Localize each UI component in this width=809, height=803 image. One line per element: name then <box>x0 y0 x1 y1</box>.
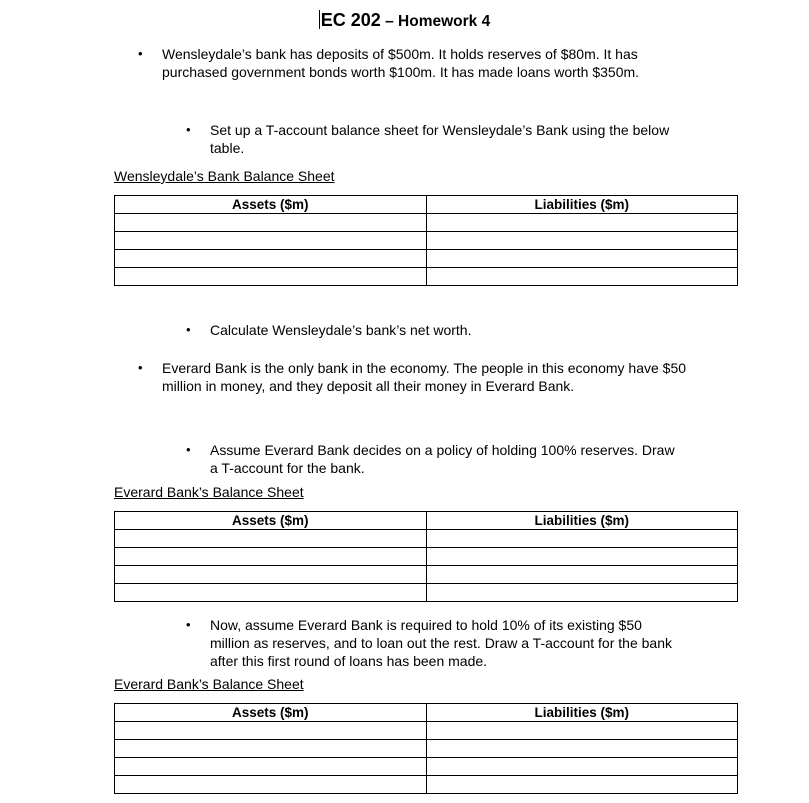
question-1-text: Wensleydale’s bank has deposits of $500m. It holds reserves of $80m. It has purchased government bonds worth $100m. It has made loans worth $350m. <box>162 46 640 80</box>
assets-cell[interactable] <box>115 548 427 566</box>
table-row <box>115 776 738 794</box>
table-header-row <box>115 196 738 214</box>
page-title <box>0 9 809 33</box>
liabilities-cell[interactable] <box>426 250 738 268</box>
table-row <box>115 268 738 286</box>
liabilities-cell[interactable] <box>426 268 738 286</box>
question-1a <box>0 121 809 161</box>
bullet: • <box>186 122 191 137</box>
question-1b <box>0 321 809 341</box>
table-row <box>115 566 738 584</box>
assets-cell[interactable] <box>115 250 427 268</box>
table-row <box>115 214 738 232</box>
liabilities-cell[interactable] <box>426 722 738 740</box>
t-account-table-1 <box>114 195 738 286</box>
table-row <box>115 548 738 566</box>
question-2b-text: Now, assume Everard Bank is required to hold 10% of its existing $50 million as reserves, and to loan out the rest. Draw a T-account for the bank after this first round of loans has been made. <box>210 617 672 669</box>
assets-cell[interactable] <box>115 566 427 584</box>
question-2a-text: Assume Everard Bank decides on a policy of holding 100% reserves. Draw a T-account for the bank. <box>210 442 675 476</box>
balance-sheet-caption-2: Everard Bank’s Balance Sheet <box>114 484 304 500</box>
liabilities-cell[interactable] <box>426 232 738 250</box>
liabilities-cell[interactable] <box>426 584 738 602</box>
bullet: • <box>186 322 191 337</box>
balance-sheet-caption-1: Wensleydale’s Bank Balance Sheet <box>114 168 335 184</box>
bullet: • <box>138 360 143 375</box>
assets-cell[interactable] <box>115 776 427 794</box>
liabilities-header: Liabilities ($m) <box>426 512 738 530</box>
assets-cell[interactable] <box>115 268 427 286</box>
assets-cell[interactable] <box>115 584 427 602</box>
bullet: • <box>138 46 143 61</box>
question-2 <box>0 359 809 399</box>
assets-cell[interactable] <box>115 530 427 548</box>
course-code: EC 202 <box>320 10 381 30</box>
liabilities-header: Liabilities ($m) <box>426 704 738 722</box>
table-header-row <box>115 512 738 530</box>
table-row <box>115 740 738 758</box>
bullet: • <box>186 442 191 457</box>
table-row <box>115 758 738 776</box>
assets-cell[interactable] <box>115 740 427 758</box>
liabilities-cell[interactable] <box>426 776 738 794</box>
table-row <box>115 584 738 602</box>
bullet: • <box>186 617 191 632</box>
assets-header: Assets ($m) <box>115 512 427 530</box>
assets-header: Assets ($m) <box>115 196 427 214</box>
assets-cell[interactable] <box>115 758 427 776</box>
liabilities-cell[interactable] <box>426 530 738 548</box>
table-row <box>115 250 738 268</box>
question-2b <box>0 616 809 672</box>
question-1b-text: Calculate Wensleydale’s bank’s net worth. <box>210 322 472 338</box>
balance-sheet-caption-3: Everard Bank’s Balance Sheet <box>114 676 304 692</box>
table-row <box>115 722 738 740</box>
liabilities-cell[interactable] <box>426 758 738 776</box>
liabilities-cell[interactable] <box>426 566 738 584</box>
assets-cell[interactable] <box>115 722 427 740</box>
liabilities-cell[interactable] <box>426 740 738 758</box>
liabilities-cell[interactable] <box>426 548 738 566</box>
t-account-table-3 <box>114 703 738 794</box>
text-cursor <box>319 10 320 29</box>
assets-cell[interactable] <box>115 214 427 232</box>
table-row <box>115 232 738 250</box>
table-row <box>115 530 738 548</box>
liabilities-cell[interactable] <box>426 214 738 232</box>
t-account-table-2 <box>114 511 738 602</box>
liabilities-header: Liabilities ($m) <box>426 196 738 214</box>
question-2a <box>0 441 809 481</box>
question-1 <box>0 45 809 85</box>
assets-cell[interactable] <box>115 232 427 250</box>
question-2-text: Everard Bank is the only bank in the economy. The people in this economy have $50 million in money, and they deposit all their money in Everard Bank. <box>162 360 687 394</box>
table-header-row <box>115 704 738 722</box>
homework-label: – Homework 4 <box>380 13 491 30</box>
question-1a-text: Set up a T-account balance sheet for Wensleydale’s Bank using the below table. <box>210 122 670 156</box>
assets-header: Assets ($m) <box>115 704 427 722</box>
